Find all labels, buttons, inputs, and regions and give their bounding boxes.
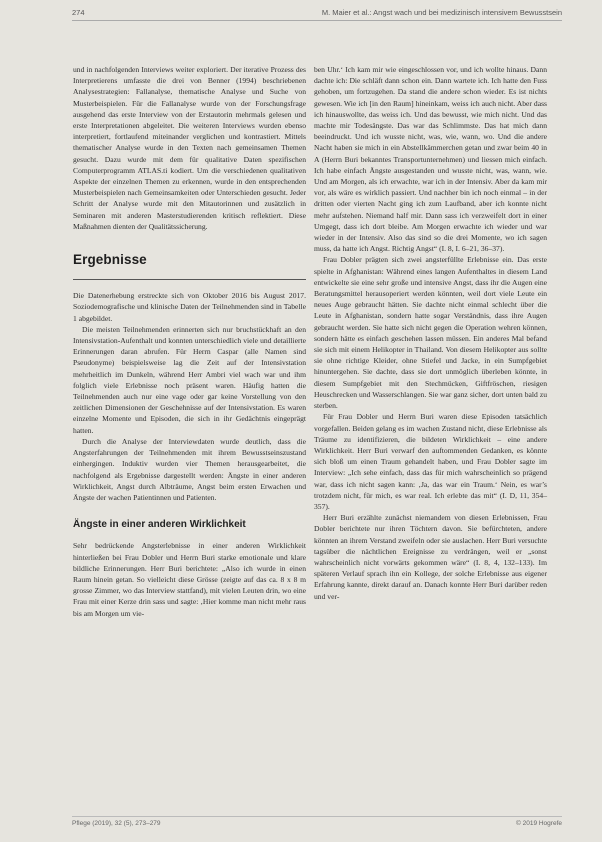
subheading-andere-wirklichkeit: Ängste in einer anderen Wirklichkeit xyxy=(73,519,246,531)
publisher-copyright: © 2019 Hogrefe xyxy=(516,820,562,827)
left-column xyxy=(73,64,306,619)
methods-paragraph: und in nachfolgenden Interviews weiter exploriert. Der iterative Prozess des Interpretierens umfasste die drei von Benner (1994) beschriebenen Analysestrategien: Fallanalyse, thematische Analyse und Suche von Musterbeispielen. Für die Fallanalyse wurde von der Forschungsfrage ausgehend das erste Interview von der Erstautorin mehrmals gelesen und erste Interpretationen abgeleitet. Die weiteren Interviews wurden ebenso interpretiert, fortlaufend miteinander verglichen und kontrastiert. Mittels thematischer Analyse wurde in den Texten nach gemeinsamen Themen gesucht. Dazu wurde mit dem für qualitative Daten spezifischen Computerprogramm ATLAS.ti kodiert. Um die verschiedenen qualitativen Aspekte der einzelnen Themen zu erkennen, wurde in den entsprechenden Musterbeispielen nach Gemeinsamkeiten oder Unterschieden gesucht. Jeder Schritt der Analyse wurde mit den Mitautorinnen und zusätzlich in Seminaren mit anderen Masterstudierenden kritisch reflektiert. Diese Maßnahmen dienten der Qualitätssicherung. xyxy=(73,65,306,231)
journal-reference: Pflege (2019), 32 (5), 273–279 xyxy=(72,820,161,827)
footer-rule xyxy=(72,816,562,817)
section-heading-ergebnisse: Ergebnisse xyxy=(73,252,147,268)
results-paragraph-1: Die Datenerhebung erstreckte sich von Oktober 2016 bis August 2017. Soziodemografische und klinische Daten der Teilnehmenden sind in Tabelle 1 abgebildet. xyxy=(73,291,306,323)
paragraph-reality-perception: Für Frau Dobler und Herrn Buri waren diese Episoden tatsächlich vorgefallen. Beiden gelang es im wachen Zustand nicht, diese Erlebnisse als Träume zu identifizieren, die bildeten Wirklichkeit – eine andere Wirklichkeit. Herr Buri verwarf den auftommenden Gedanken, es könnte sich bloß um einen Traum gehandelt haben, und Frau Dobler sagte im Interview: „Ich sehe einfach, dass das für mich wahrscheinlich so prägend war, dass ich nicht sagen kann: ‚Ja, das war ein Traum.‘ Nein, es war’s trotzdem nicht, für mich, es war real. Ich erlebte das mit“ (I. D, 11, 354–357). xyxy=(314,412,547,511)
running-title: M. Maier et al.: Angst wach und bei medizinisch intensivem Bewusstsein xyxy=(321,8,562,17)
quote-paragraph-buri: ben Uhr.‘ Ich kam mir wie eingeschlossen vor, und ich wollte hinaus. Dann dachte ich: Die schläft dann schon ein. Dann wartete ich. Ich hatte den Fuss gehoben, um fortzugehen. Da stand die andere schon wieder. Es ist nichts gewesen. Wie ich [in den Raum] hineinkam, weiss ich auch nicht. Aber dass ich hinauswollte, das weiss ich. Und das bewusst, wie mich nicht. Und das machte mir Todesängste. Das war das Schlimmste. Das hat mich dann beeindruckt. Und ich wusste nicht, was, wie, wann, wo. Und die andere Nacht haben sie mich in ein Abstellkämmerchen getan und zwar beim 40 in A (Herrn Buri bekanntes Transportunternehmen) und liessen mich einfach. Ich habe einfach Ängste ausgestanden und wusste nicht, was, wann, wie. Und am Morgen, als ich erwachte, war ich in der Intensiv. Aber da kam mir vor, als wäre es wirklich passiert. Und nachher bin ich noch einmal – in der dritten oder vierten Nacht ging ich zum Laufband, aber ich konnte nicht mehr aufstehen. Niemand half mir. Dann sass ich verzweifelt dort in einer Umgegt, dass ich dort bleibe. Am Morgen erwachte ich wieder und war wieder in der Intensiv. Also das sind so die drei Momente, wo ich sagen muss, da hatte ich Angst. Richtig Angst“ (I. 8, I. 6–21, 36–37). xyxy=(314,65,547,254)
header-rule xyxy=(72,20,562,21)
section-rule xyxy=(73,279,306,280)
paragraph-disclosure: Herr Buri erzählte zunächst niemandem von diesen Erlebnissen, Frau Dobler berichtete nur ihren Töchtern davon. Sie befürchteten, andere könnten an ihrem Verstand zweifeln oder sie auslachen. Herr Buri versuchte tagsüber die nächtlichen Ereignisse zu verdrängen, weil er „sonst wahrscheinlich nicht vorwärts gekommen wäre“ (I. 8, 4, 132–133). Im späteren Verlauf sprach ihn ein Kollege, der solche Erlebnisse aus eigener Erfahrung kannte, direkt darauf an. Danach konnte Herr Buri darüber reden und ver- xyxy=(314,513,547,601)
results-paragraph-3: Durch die Analyse der Interviewdaten wurde deutlich, dass die Angsterfahrungen der Teilnehmenden mit ihrem Bewusstseinszustand einhergingen. Induktiv wurden vier Themen herausgearbeitet, die nachfolgend als Ergebnisse dargestellt werden: Ängste in einer anderen Wirklichkeit, Angst durch Albträume, Angst beim ersten Erwachen und Ängste der wachen Patientinnen und Patienten. xyxy=(73,436,306,502)
paragraph-dobler-experiences: Frau Dobler prägten sich zwei angsterfüllte Erlebnisse ein. Das erste spielte in Afghanistan: Während eines langen Aufenthaltes in diesem Land entwickelte sie eine sehr große und intensive Angst, dass ihr die Augen eine Beratungsmittel herausoperiert werden könnten, weil dort viele Leute ein neues Auge gebraucht hätten. Sie dachte nicht einmal schlecht über die Leute in Afghanistan, sondern hatte sogar Verständnis, dass ihre Augen gebraucht werden. Sie hatte sich nicht gegen die Operation wehren können, sondern hätte es einfach geschehen lassen müssen. Ein anderes Mal befand sie sich mit einem Helikopter in Thailand. Von diesem Helikopter aus sollte sie ohne richtige Kleider, ohne Stiefel und Jacke, in ein Sumpfgebiet hinuntergehen. Sie dachte, dass sie dort unmöglich überleben könnte, in diesem Sumpfgebiet mit den Stechmücken, Giftfröschen, riesigen Heuschrecken und Wasserschlangen. Sie war ganz sicher, dort unten bald zu sterben. xyxy=(314,255,547,411)
page-footer xyxy=(72,820,562,830)
results-paragraph-2: Die meisten Teilnehmenden erinnerten sich nur bruchstückhaft an den Intensivstation-Aufenthalt und konnten unterschiedlich viele und detaillierte Erinnerungen daran abrufen. Für Herrn Caspar (alle Namen sind Pseudonyme) beispielsweise lag die Zeit auf der Intensivstation mehrheitlich im Dunkeln, während Herr Ambri viel wach war und ihm folglich viele Erlebnisse noch präsent waren. Häufig hatten die Teilnehmenden auch nur eine vage oder gar keine Vorstellung von den zeitlichen Dimensionen der Geschehnisse auf der Intensivstation. Es waren einzelne Momente und Episoden, die sich in ihr Gedächtnis eingeprägt hatten. xyxy=(73,324,306,435)
page-number: 274 xyxy=(72,8,85,17)
subsection-paragraph-1: Sehr bedrückende Angsterlebnisse in einer anderen Wirklichkeit hinterließen bei Frau Dobler und Herrn Buri starke emotionale und klare bildliche Erinnerungen. Herr Buri berichtete: „Also ich wurde in einen Raum hinein getan. So vielleicht diese Grösse (zeigte auf das ca. 8 x 8 m grosse Zimmer, wo das Interview stattfand), mit vielen Leuten drin, wo eine Frau mit einer Kerze drin sass und sagte: ‚Hier komme man nicht mehr raus bis am Morgen um vie- xyxy=(73,541,306,618)
right-column xyxy=(314,64,547,602)
running-header xyxy=(72,6,562,19)
